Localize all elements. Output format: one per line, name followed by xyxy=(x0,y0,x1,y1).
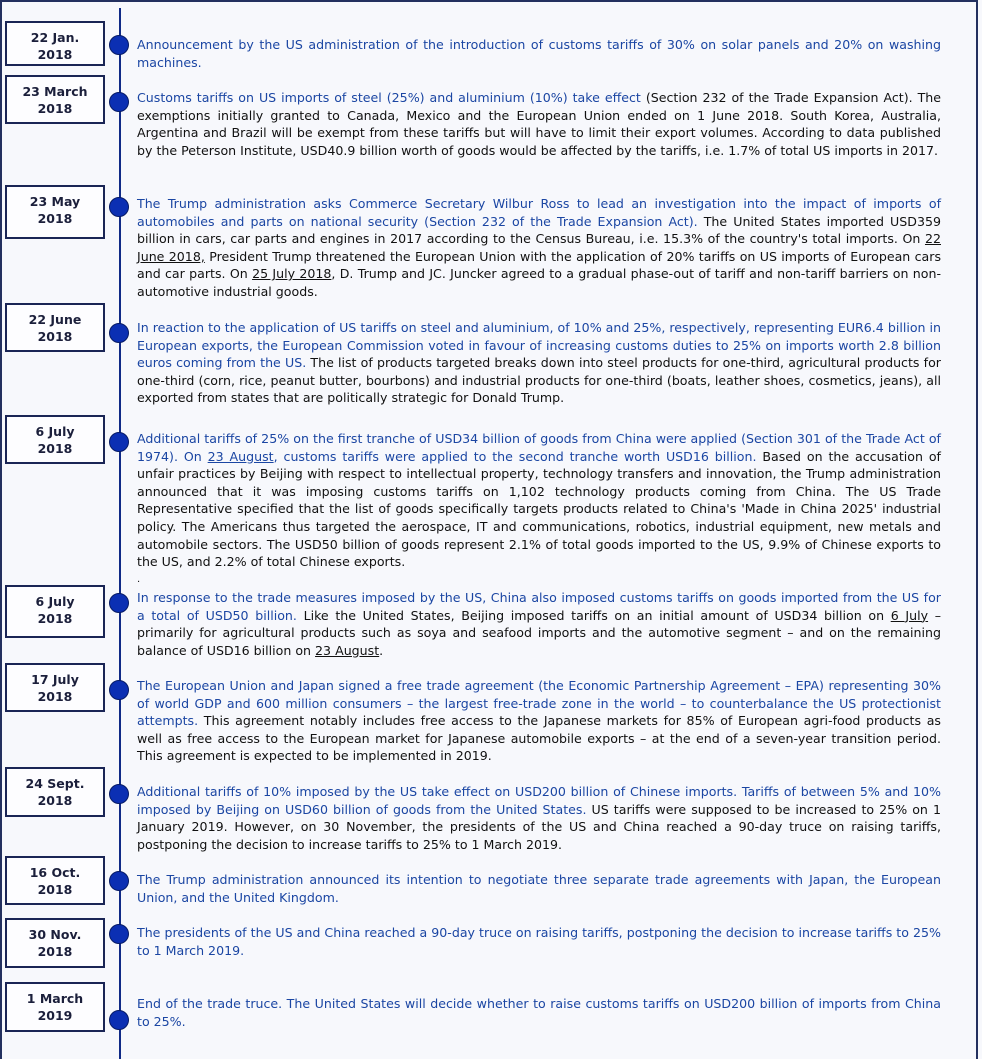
date-label: 23 March xyxy=(22,84,88,99)
year-label: 2019 xyxy=(37,1008,73,1023)
event-details: (Section 232 of the Trade Expansion Act). The exemptions initially granted to Canada, Mexico and the European Union ended on 1 June 2018. South Korea, Australia, Argentina and Brazil will be exempt from these tariffs but will have to limit their export volumes. According to data published by the Peterson Institute, USD40.9 billion worth of goods would be affected by the tariffs, i.e. 1.7% of total US imports in 2017. xyxy=(137,90,941,158)
date-reference: 6 July xyxy=(890,607,929,623)
event-text xyxy=(137,677,941,765)
year-label: 2018 xyxy=(37,211,73,226)
event-details: This agreement notably includes free access to the Japanese markets for 85% of European agri-food products as well as free access to the European market for Japanese automobile exports – at the end of a seven-year transition period. This agreement is expected to be implemented in 2019. xyxy=(137,713,941,764)
timeline-dot-icon xyxy=(109,593,129,613)
event-text xyxy=(137,589,941,659)
timeline-dot-icon xyxy=(109,432,129,452)
event-text xyxy=(137,924,941,959)
event-details: – primarily for agricultural products such as soya and seafood imports and the automotive segment – and on the remaining balance of USD16 billion on xyxy=(137,607,942,658)
date-label: 23 May xyxy=(29,194,81,209)
date-box xyxy=(5,663,105,712)
year-label: 2018 xyxy=(37,101,73,116)
date-box xyxy=(5,982,105,1032)
event-details: President Trump threatened the European Union with the application of 20% tariffs on US imports of European cars and car parts. On xyxy=(137,248,942,282)
event-headline: In reaction to the application of US tariffs on steel and aluminium, of 10% and 25%, respectively, representing EUR6.4 billion in European exports, the European Commission voted in favour of increasing customs duties to 25% on imports worth 2.8 billion euros coming from the US. xyxy=(137,320,941,371)
date-label: 24 Sept. xyxy=(25,776,85,791)
year-label: 2018 xyxy=(37,944,73,959)
year-label: 2018 xyxy=(37,611,73,626)
event-headline: The European Union and Japan signed a free trade agreement (the Economic Partnership Agreement – EPA) representing 30% of world GDP and 600 million consumers – the largest free-trade zone in the world – to counterbalance the US protectionist attempts. xyxy=(137,678,941,729)
event-headline: The Trump administration asks Commerce Secretary Wilbur Ross to lead an investigation into the impact of imports of automobiles and parts on national security (Section 232 of the Trade Expansion Act). xyxy=(137,196,941,229)
date-label: 22 Jan. xyxy=(30,30,80,45)
event-text xyxy=(137,430,941,571)
event-text xyxy=(137,195,941,301)
event-headline: Customs tariffs on US imports of steel (25%) and aluminium (10%) take effect xyxy=(137,90,641,105)
timeline-dot-icon xyxy=(109,871,129,891)
event-details: The list of products targeted breaks down into steel products for one-third, agricultural products for one-third (corn, rice, peanut butter, bourbons) and industrial products for one-third (boats, leather shoes, cosmetics, jeans), all exported from states that are politically strategic for Donald Trump. xyxy=(137,355,941,406)
date-label: 16 Oct. xyxy=(29,865,81,880)
event-details: Based on the accusation of unfair practices by Beijing with respect to intellectual property, technology transfers and innovation, the Trump administration announced that it was imposing customs tariffs on 1,102 technology products coming from China. The US Trade Representative specified that the list of goods specifically targets products related to China's 'Made in China 2025' industrial policy. The Americans thus targeted the aerospace, IT and communications, robotics, industrial equipment, new metals and automobile sectors. The USD50 billion of goods represent 2.1% of total goods imported to the US, 9.9% of Chinese exports to the US, and 2.2% of total Chinese exports. xyxy=(137,448,941,570)
date-box xyxy=(5,767,105,817)
event-text xyxy=(137,995,941,1030)
year-label: 2018 xyxy=(37,329,73,344)
date-label: 1 March xyxy=(26,991,84,1006)
date-label: 30 Nov. xyxy=(28,927,82,942)
timeline-dot-icon xyxy=(109,680,129,700)
timeline-axis xyxy=(119,8,121,1059)
date-reference: 22 June 2018, xyxy=(137,231,941,264)
year-label: 2018 xyxy=(37,793,73,808)
event-details: . xyxy=(379,642,384,658)
event-text xyxy=(137,783,941,853)
event-headline: Additional tariffs of 10% imposed by the US take effect on USD200 billion of Chinese imports. Tariffs of between 5% and 10% imposed by Beijing on USD60 billion of goods from the United States. xyxy=(137,784,941,817)
date-label: 17 July xyxy=(31,672,79,687)
timeline-dot-icon xyxy=(109,197,129,217)
date-reference: 25 July 2018 xyxy=(252,266,332,282)
date-label: 6 July xyxy=(35,424,75,439)
year-label: 2018 xyxy=(37,882,73,897)
event-text xyxy=(137,319,941,407)
date-reference: 23 August xyxy=(315,642,380,658)
timeline-dot-icon xyxy=(109,784,129,804)
timeline-dot-icon xyxy=(109,323,129,343)
date-reference: 23 August xyxy=(207,448,274,464)
event-headline: Announcement by the US administration of the introduction of customs tariffs of 30% on solar panels and 20% on washing machines. xyxy=(137,37,941,70)
date-box xyxy=(5,75,105,124)
event-headline: Additional tariffs of 25% on the first tranche of USD34 billion of goods from China were applied (Section 301 of the Trade Act of 1974). On xyxy=(137,431,941,464)
event-headline: In response to the trade measures imposed by the US, China also imposed customs tariffs on goods imported from the US for a total of USD50 billion. xyxy=(137,590,941,623)
event-headline: , customs tariffs were applied to the second tranche worth USD16 billion. xyxy=(273,448,757,464)
date-box xyxy=(5,918,105,968)
event-headline: End of the trade truce. The United States will decide whether to raise customs tariffs on USD200 billion of imports from China to 25%. xyxy=(137,996,941,1029)
event-details: The United States imported USD359 billion in cars, car parts and engines in 2017 according to the Census Bureau, i.e. 15.3% of the country's total imports. On xyxy=(137,213,941,247)
date-box xyxy=(5,303,105,352)
year-label: 2018 xyxy=(37,689,73,704)
event-headline: The presidents of the US and China reached a 90-day truce on raising tariffs, postponing the decision to increase tariffs to 25% to 1 March 2019. xyxy=(137,925,941,958)
timeline-dot-icon xyxy=(109,92,129,112)
date-label: 22 June xyxy=(28,312,82,327)
event-text xyxy=(137,36,941,71)
date-box xyxy=(5,415,105,464)
date-box xyxy=(5,585,105,638)
date-label: 6 July xyxy=(35,594,75,609)
date-box xyxy=(5,21,105,66)
event-headline: The Trump administration announced its intention to negotiate three separate trade agreements with Japan, the European Union, and the United Kingdom. xyxy=(137,872,941,905)
event-details: US tariffs were supposed to be increased to 25% on 1 January 2019. However, on 30 November, the presidents of the US and China reached a 90-day truce on raising tariffs, postponing the decision to increase tariffs to 25% to 1 March 2019. xyxy=(137,801,941,852)
event-details: , D. Trump and JC. Juncker agreed to a gradual phase-out of tariff and non-tariff barriers on non-automotive industrial goods. xyxy=(137,266,942,299)
event-text xyxy=(137,89,941,159)
timeline-dot-icon xyxy=(109,1010,129,1030)
year-label: 2018 xyxy=(37,441,73,456)
stray-mark: . xyxy=(137,574,141,585)
event-details: Like the United States, Beijing imposed tariffs on an initial amount of USD34 billion on xyxy=(296,607,891,623)
date-box xyxy=(5,185,105,239)
timeline-dot-icon xyxy=(109,924,129,944)
event-text xyxy=(137,871,941,906)
date-box xyxy=(5,856,105,905)
timeline-dot-icon xyxy=(109,35,129,55)
year-label: 2018 xyxy=(37,47,73,62)
